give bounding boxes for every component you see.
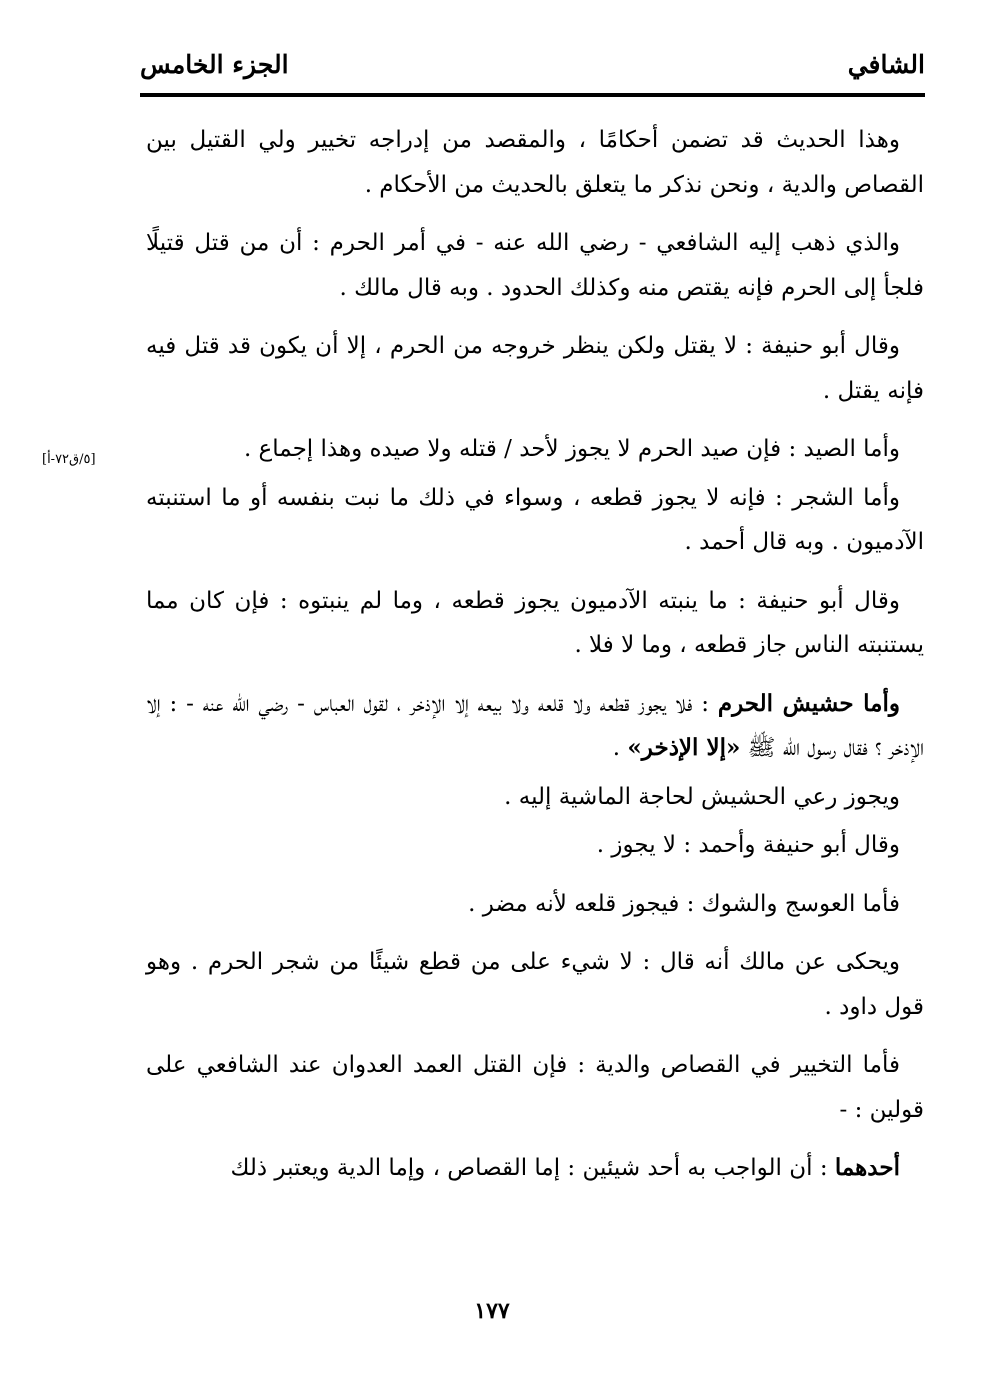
margin-note: [٥/ق٧٢-أ] <box>42 452 96 467</box>
paragraph-last <box>146 1146 924 1191</box>
page-header <box>140 46 925 96</box>
paragraph-hashish <box>146 682 924 771</box>
hashish-quote: «إلا الإذخر» <box>627 734 741 761</box>
paragraph: والذي ذهب إليه الشافعي - رضي الله عنه - في أمر الحرم : أن من قتل قتيلًا فلجأ إلى الحرم فإنه يقتص منه وكذلك الحدود . وبه قال مالك . <box>146 230 924 301</box>
paragraph: فأما التخيير في القصاص والدية : فإن القتل العمد العدوان عند الشافعي على قولين : - <box>146 1052 924 1123</box>
paragraph: ويحكى عن مالك أنه قال : لا شيء على من قطع شيئًا من شجر الحرم . وهو قول داود . <box>146 949 924 1020</box>
paragraph: وقال أبو حنيفة : لا يقتل ولكن ينظر خروجه من الحرم ، إلا أن يكون قد قتل فيه فإنه يقتل . <box>146 333 924 404</box>
paragraph: وقال أبو حنيفة : ما ينبته الآدميون يجوز قطعه ، وما لم ينبتوه : فإن كان مما يستنبته الناس جاز قطعه ، وما لا فلا . <box>146 587 924 658</box>
part-title: الجزء الخامس <box>140 50 289 79</box>
book-title: الشافي <box>847 50 925 79</box>
page-number: ١٧٧ <box>474 1298 510 1324</box>
paragraph: وهذا الحديث قد تضمن أحكامًا ، والمقصد من إدراجه تخيير ولي القتيل بين القصاص والدية ، ونحن نذكر ما يتعلق بالحديث من الأحكام . <box>146 127 924 198</box>
header-rule <box>140 93 925 97</box>
paragraph: ويجوز رعي الحشيش لحاجة الماشية إليه . <box>504 783 900 810</box>
last-text: : أن الواجب به أحد شيئين : إما القصاص ، وإما الدية ويعتبر ذلك <box>230 1155 835 1181</box>
paragraph: وأما الشجر : فإنه لا يجوز قطعه ، وسواء في ذلك ما نبت بنفسه أو ما استنبته الآدميون . وبه قال أحمد . <box>146 484 924 555</box>
paragraph: فأما العوسج والشوك : فيجوز قلعه لأنه مضر . <box>468 890 900 917</box>
hashish-end: . <box>612 735 628 761</box>
body-text <box>146 118 924 1205</box>
hashish-lead: وأما حشيش الحرم <box>717 689 900 717</box>
paragraph: وقال أبو حنيفة وأحمد : لا يجوز . <box>596 832 900 858</box>
hashish-text: : فلا يجوز قطعه ولا قلعه ولا بيعه إلا الإذخر ، لقول العباس - رضي الله عنه - : إلا الإذخر ؟ فقال رسول الله ﷺ <box>146 690 924 761</box>
last-lead: أحدهما <box>834 1154 900 1181</box>
paragraph: وأما الصيد : فإن صيد الحرم لا يجوز لأحد / قتله ولا صيده وهذا إجماع . <box>243 436 900 462</box>
